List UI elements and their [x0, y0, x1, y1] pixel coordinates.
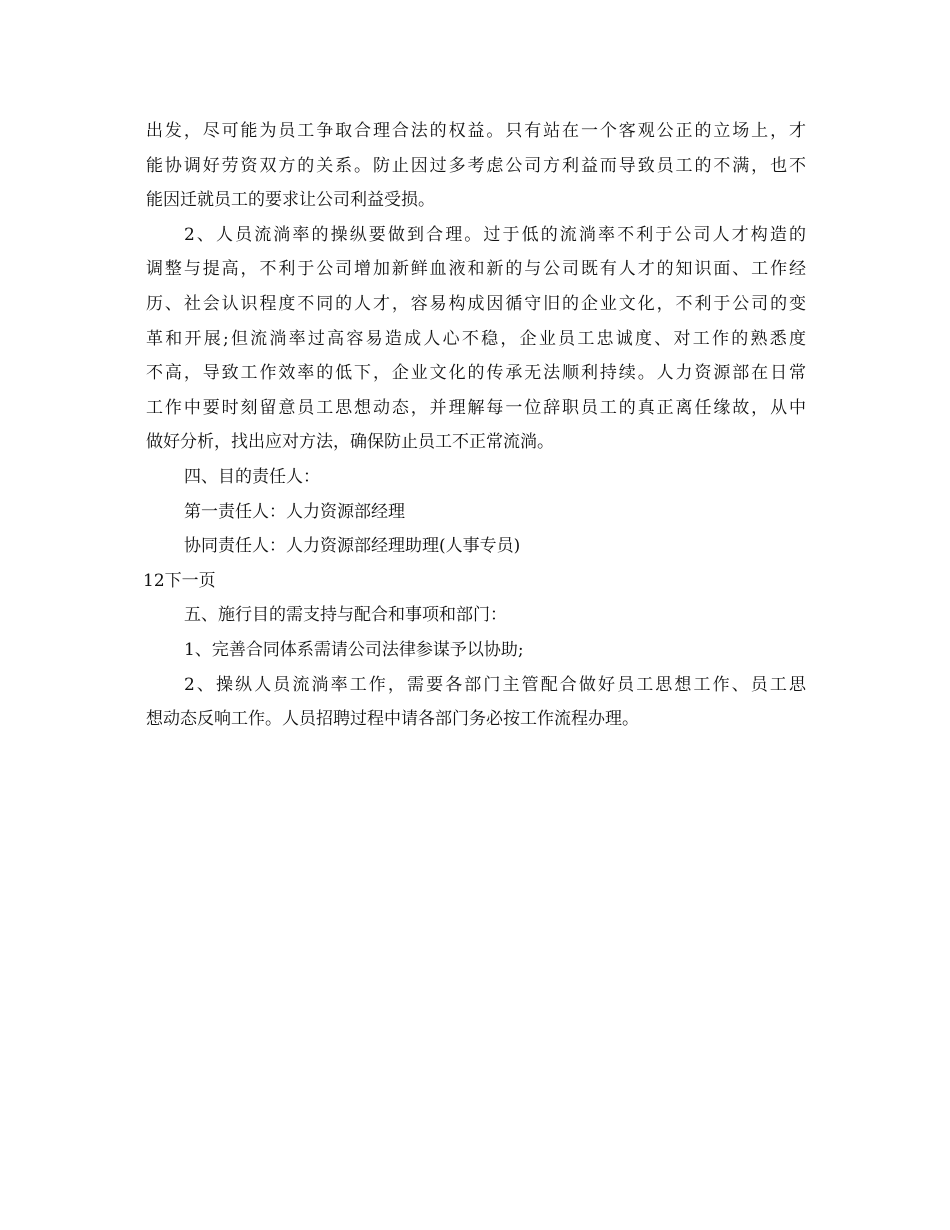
- responsible-person-assist: 协同责任人：人力资源部经理助理(人事专员): [184, 536, 521, 557]
- section-heading: 四、目的责任人：: [184, 466, 320, 487]
- list-item: 2、操纵人员流淌率工作，需要各部门主管配合做好员工思想工作、员工思: [184, 674, 806, 695]
- text-line: 做好分析，找出应对方法，确保防止员工不正常流淌。: [146, 432, 554, 453]
- text-line: 历、社会认识程度不同的人才，容易构成因循守旧的企业文化，不利于公司的变: [146, 293, 806, 314]
- paragraph-start-line: 2、人员流淌率的操纵要做到合理。过于低的流淌率不利于公司人才构造的: [184, 224, 806, 245]
- text-line: 出发，尽可能为员工争取合理合法的权益。只有站在一个客观公正的立场上，才: [146, 121, 806, 141]
- text-line: 能因迁就员工的要求让公司利益受损。: [146, 190, 435, 211]
- text-line: 想动态反响工作。人员招聘过程中请各部门务必按工作流程办理。: [146, 709, 639, 730]
- next-page-marker: 12下一页: [143, 570, 216, 591]
- list-item: 1、完善合同体系需请公司法律参谋予以协助;: [184, 639, 524, 660]
- text-line: 工作中要时刻留意员工思想动态，并理解每一位辞职员工的真正离任缘故，从中: [146, 397, 806, 418]
- document-body: [143, 114, 806, 737]
- responsible-person-primary: 第一责任人：人力资源部经理: [184, 501, 405, 522]
- text-line: 能协调好劳资双方的关系。防止因过多考虑公司方利益而导致员工的不满，也不: [146, 155, 806, 176]
- section-heading: 五、施行目的需支持与配合和事项和部门：: [184, 605, 507, 626]
- text-line: 革和开展;但流淌率过高容易造成人心不稳，企业员工忠诚度、对工作的熟悉度: [146, 328, 806, 349]
- text-line: 不高，导致工作效率的低下，企业文化的传承无法顺利持续。人力资源部在日常: [146, 363, 806, 384]
- text-line: 调整与提高，不利于公司增加新鲜血液和新的与公司既有人才的知识面、工作经: [146, 259, 806, 280]
